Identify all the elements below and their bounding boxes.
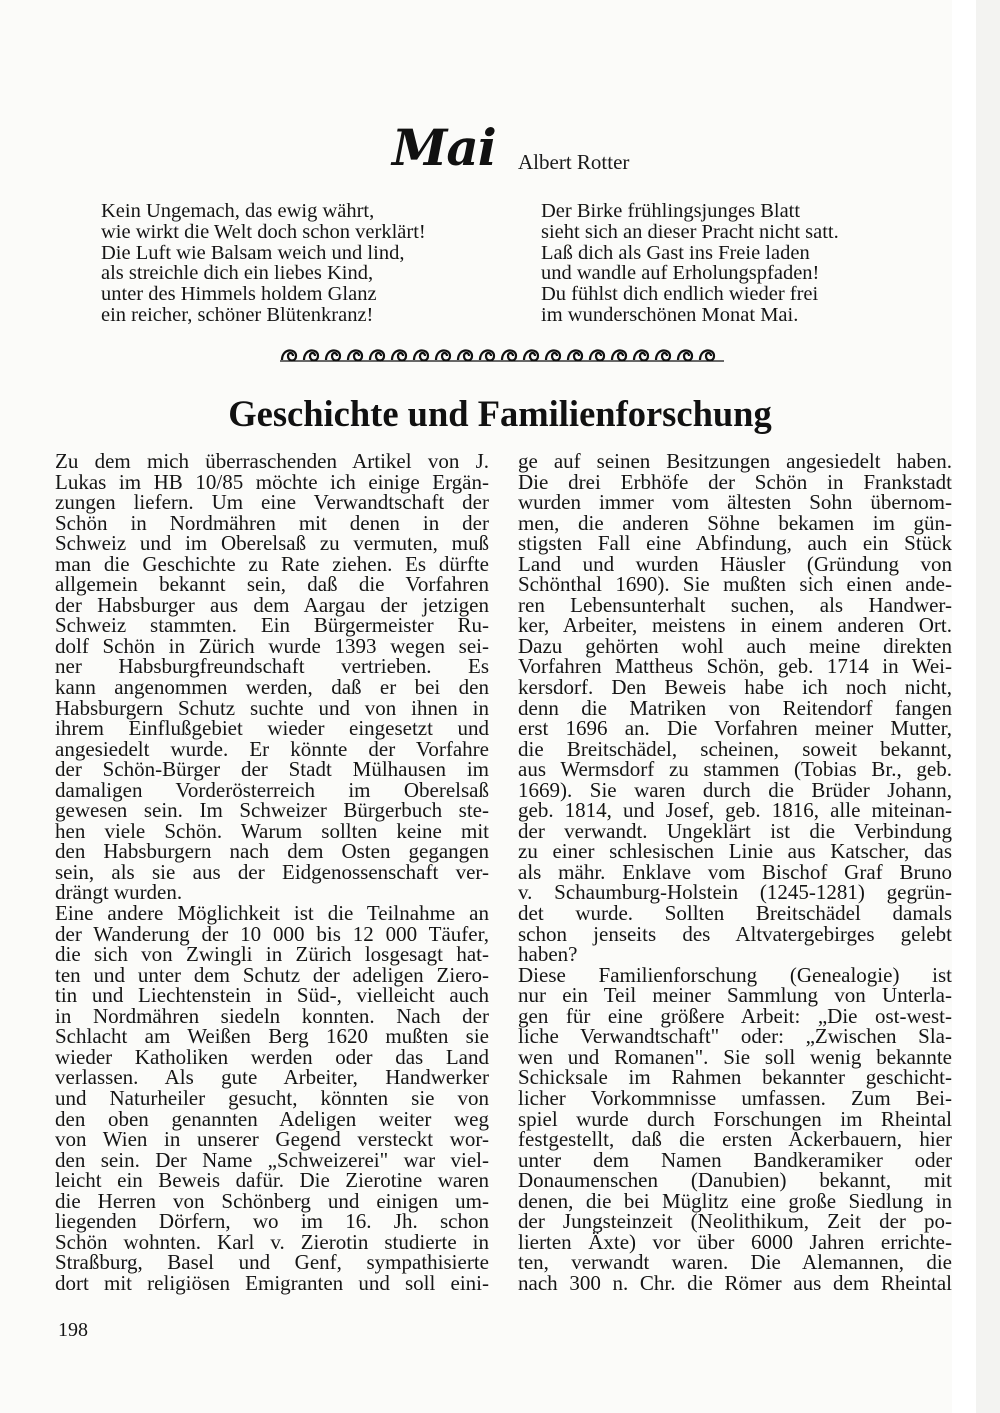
- text-line: wen und Romanen". Sie soll wenig bekannte: [518, 1044, 952, 1069]
- ornament-curl: [700, 350, 714, 360]
- text-line: Schweiz stammten. Ein Bürgermeister Ru-: [55, 613, 489, 638]
- text-line: kann angenommen werden, daß er bei den: [55, 675, 489, 700]
- text-line: Kein Ungemach, das ewig währt,: [101, 200, 375, 222]
- text-line: men, die anderen Söhne bekamen im gün-: [518, 510, 952, 535]
- text-line: nach 300 n. Chr. die Römer aus dem Rheintal: [518, 1270, 952, 1295]
- text-line: kersdorf. Den Beweis habe ich noch nicht,: [518, 675, 952, 700]
- text-line: liche Verwandtschaft" oder: „Zwischen Sla-: [518, 1024, 952, 1049]
- text-line: v. Schaumburg-Holstein (1245-1281) gegrün-: [518, 880, 952, 905]
- text-line: haben?: [518, 942, 578, 967]
- ornament-curl: [502, 350, 516, 360]
- text-line: dort mit religiösen Emigranten und soll eini-: [55, 1270, 489, 1295]
- text-line: geb. 1814, und Josef, geb. 1816, alle miteinan-: [518, 798, 952, 823]
- text-line: zungen liefern. Um eine Verwandtschaft der: [55, 490, 489, 515]
- text-line: man die Geschichte zu Rate ziehen. Es dürfte: [55, 551, 489, 576]
- text-line: Schönthal 1690). Sie mußten sich einen ande-: [518, 572, 952, 597]
- ornament-curl: [678, 350, 692, 360]
- text-line: Die drei Erbhöfe der Schön in Frankstadt: [518, 469, 952, 494]
- ornament-curl: [480, 350, 494, 360]
- text-line: sieht sich an dieser Pracht nicht satt.: [541, 220, 839, 243]
- poem-title: Mai: [392, 118, 496, 177]
- text-line: den oben genannten Adeligen weiter weg: [55, 1106, 489, 1131]
- text-line: liegenden Dörfern, wo im 16. Jh. schon: [55, 1209, 489, 1234]
- text-line: det wurde. Sollten Breitschädel damals: [518, 901, 952, 926]
- ornament-curl: [458, 350, 472, 360]
- text-line: damaligen Vorderösterreich im Oberelsaß: [55, 777, 489, 802]
- ornament-curl: [326, 350, 340, 360]
- text-line: ein reicher, schöner Blütenkranz!: [101, 303, 374, 326]
- text-line: ihrem Einflußgebiet wieder eingesetzt und: [55, 716, 489, 741]
- ornament-curl: [348, 350, 362, 360]
- text-line: Schweiz und im Oberelsaß zu vermuten, muß: [55, 531, 489, 556]
- text-line: schon jenseits des Altvatergebirges gelebt: [518, 921, 952, 946]
- text-line: Dazu gehörten wohl auch meine direkten: [518, 633, 952, 658]
- text-line: angesiedelt wurde. Er könnte der Vorfahre: [55, 736, 489, 761]
- text-line: festgestellt, daß die ersten Ackerbauern, hier: [518, 1127, 952, 1152]
- text-line: Schön in Nordmähren mit denen in der: [55, 510, 489, 535]
- text-line: ge auf seinen Besitzungen angesiedelt haben.: [518, 449, 952, 473]
- text-line: wieder Katholiken werden oder das Land: [55, 1044, 489, 1069]
- ornament-curl: [304, 350, 318, 360]
- text-line: Straßburg, Basel und Genf, sympathisierte: [55, 1250, 489, 1275]
- text-line: der Jungsteinzeit (Neolithikum, Zeit der po-: [518, 1209, 952, 1234]
- text-line: in Nordmähren siedeln konnten. Nach der: [55, 1003, 489, 1028]
- text-line: und wandle auf Erholungspfaden!: [541, 262, 820, 285]
- ornament-curl: [634, 350, 648, 360]
- scan-edge: [952, 0, 976, 1413]
- text-line: Land und wurden Häusler (Gründung von: [518, 551, 952, 576]
- text-line: als streichle dich ein liebes Kind,: [101, 262, 374, 285]
- text-line: stigsten Fall eine Abfindung, auch ein Stück: [518, 531, 952, 556]
- article-title: Geschichte und Familienforschung: [228, 393, 772, 434]
- text-line: Habsburgern Schutz suchte und von ihnen in: [55, 695, 489, 720]
- text-line: unter dem Namen Bandkeramiker oder: [518, 1147, 952, 1172]
- text-line: zu einer schlesischen Linie aus Katscher, das: [518, 839, 952, 864]
- text-line: im wunderschönen Monat Mai.: [541, 303, 799, 326]
- text-line: hen viele Schön. Warum sollten keine mit: [55, 818, 489, 843]
- text-line: lierten Äxte) vor über 6000 Jahren errichte-: [518, 1229, 952, 1254]
- text-line: die Herren von Schönberg und einigen um-: [55, 1188, 489, 1213]
- poem-stanza-right: [541, 201, 839, 326]
- ornament-curl: [656, 350, 670, 360]
- ornament-curl: [282, 350, 296, 360]
- ornament-curl: [546, 350, 560, 360]
- text-line: als mähr. Enklave vom Bischof Graf Bruno: [518, 859, 952, 884]
- text-line: den sein. Der Name „Schweizerei" war viel-: [55, 1147, 489, 1172]
- text-line: gen für eine größere Arbeit: „Die ost-west-: [518, 1003, 952, 1028]
- text-line: sein, als sie aus der Eidgenossenschaft ver-: [55, 859, 489, 884]
- text-line: spiel wurde durch Forschungen im Rheintal: [518, 1106, 952, 1131]
- text-line: Die Luft wie Balsam weich und lind,: [101, 241, 405, 264]
- decorative-wave-ornament: [278, 344, 726, 368]
- article-column-right: [518, 451, 952, 1293]
- text-line: und Naturheiler gesucht, könnten sie von: [55, 1085, 489, 1110]
- ornament-curl: [524, 350, 538, 360]
- text-line: Diese Familienforschung (Genealogie) ist: [518, 962, 952, 987]
- text-line: gewesen sein. Im Schweizer Bürgerbuch ste-: [55, 798, 489, 823]
- ornament-curl: [414, 350, 428, 360]
- text-line: ren Lebensunterhalt suchen, als Handwer-: [518, 592, 952, 617]
- text-line: den Habsburgern nach dem Osten gegangen: [55, 839, 489, 864]
- text-line: dolf Schön in Zürich wurde 1393 wegen sei-: [55, 633, 489, 658]
- text-line: Eine andere Möglichkeit ist die Teilnahme an: [55, 901, 489, 926]
- text-line: ner Habsburgfreundschaft vertrieben. Es: [55, 654, 489, 679]
- text-line: Donaumenschen (Danubien) bekannt, mit: [518, 1168, 952, 1193]
- ornament-curl: [436, 350, 450, 360]
- text-line: der Habsburger aus dem Aargau der jetzigen: [55, 592, 489, 617]
- text-line: ker, Arbeiter, meistens in einem anderen Ort.: [518, 613, 952, 638]
- poem-stanza-left: [101, 201, 426, 326]
- text-line: unter des Himmels holdem Glanz: [101, 283, 377, 306]
- page-number: 198: [58, 1319, 88, 1341]
- text-line: ten, verwandt waren. Die Alemannen, die: [518, 1250, 952, 1275]
- text-line: licher Vorkommnisse umfassen. Zum Bei-: [518, 1085, 952, 1110]
- text-line: von Wien in unserer Gegend versteckt wor-: [55, 1127, 489, 1152]
- text-line: denen, die bei Müglitz eine große Siedlung in: [518, 1188, 952, 1213]
- text-line: nur ein Teil meiner Sammlung von Unterla-: [518, 983, 952, 1008]
- text-line: Du fühlst dich endlich wieder frei: [541, 283, 819, 306]
- text-line: Schlacht am Weißen Berg 1620 mußten sie: [55, 1024, 489, 1049]
- text-line: Lukas im HB 10/85 möchte ich einige Ergän-: [55, 469, 489, 494]
- text-line: Zu dem mich überraschenden Artikel von J.: [55, 449, 489, 473]
- text-line: Schön wohnten. Karl v. Zierotin studierte in: [55, 1229, 489, 1254]
- text-line: die Breitschädel, scheinen, soweit bekannt,: [518, 736, 952, 761]
- text-line: verlassen. Als gute Arbeiter, Handwerker: [55, 1065, 489, 1090]
- ornament-curl: [590, 350, 604, 360]
- ornament-curl: [568, 350, 582, 360]
- text-line: die sich von Zwingli in Zürich losgesagt hat-: [55, 942, 489, 967]
- poem-author: Albert Rotter: [518, 150, 630, 174]
- text-line: wie wirkt die Welt doch schon verklärt!: [101, 220, 426, 243]
- text-line: Der Birke frühlingsjunges Blatt: [541, 200, 801, 222]
- text-line: denn die Matriken von Reitendorf fangen: [518, 695, 952, 720]
- text-line: Vorfahren Mattheus Schön, geb. 1714 in Wei-: [518, 654, 952, 679]
- text-line: Schicksale im Rahmen bekannter geschicht-: [518, 1065, 952, 1090]
- text-line: leicht ein Beweis dafür. Die Zierotine waren: [55, 1168, 489, 1193]
- text-line: 1669). Sie waren durch die Brüder Johann,: [518, 777, 952, 802]
- text-line: der Wanderung der 10 000 bis 12 000 Täufer,: [55, 921, 489, 946]
- text-line: Laß dich als Gast ins Freie laden: [541, 241, 810, 264]
- text-line: wurden immer vom ältesten Sohn übernom-: [518, 490, 952, 515]
- text-line: erst 1696 an. Die Vorfahren meiner Mutter,: [518, 716, 952, 741]
- article-column-left: [55, 451, 489, 1293]
- text-line: drängt wurden.: [55, 880, 183, 905]
- text-line: ten und unter dem Schutz der adeligen Ziero-: [55, 962, 489, 987]
- text-line: aus Wermsdorf zu stammen (Tobias Br., geb.: [518, 757, 952, 782]
- text-line: der verwandt. Ungeklärt ist die Verbindung: [518, 818, 952, 843]
- ornament-curl: [370, 350, 384, 360]
- ornament-curl: [392, 350, 406, 360]
- text-line: der Schön-Bürger der Stadt Mülhausen im: [55, 757, 489, 782]
- text-line: allgemein bekannt sein, daß die Vorfahren: [55, 572, 489, 597]
- ornament-curl: [612, 350, 626, 360]
- text-line: tin und Liechtenstein in Süd-, vielleicht auch: [55, 983, 489, 1008]
